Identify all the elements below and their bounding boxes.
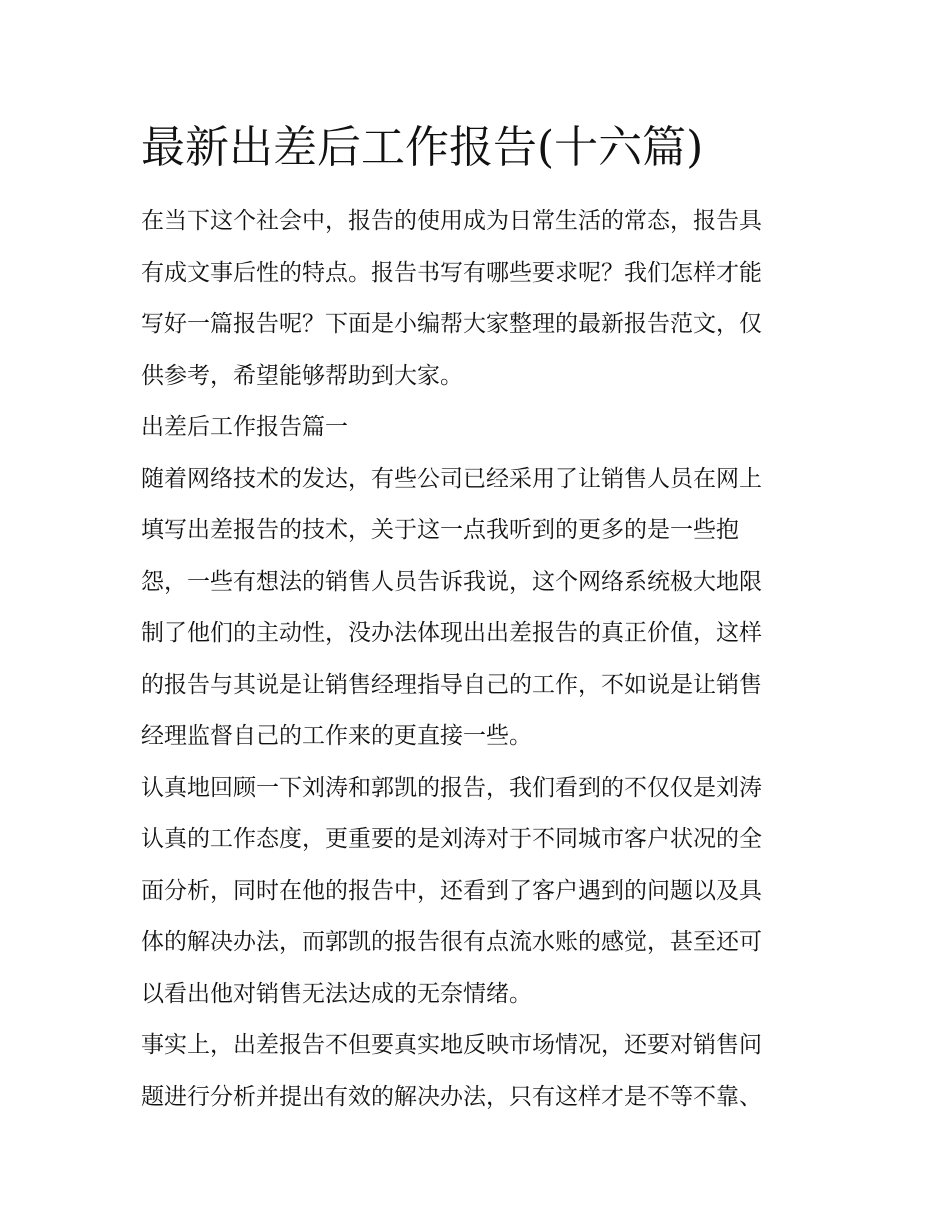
paragraph-line: 怨，一些有想法的销售人员告诉我说，这个网络系统极大地限	[141, 568, 762, 595]
paragraph-line: 的报告与其说是让销售经理指导自己的工作，不如说是让销售	[141, 671, 762, 698]
intro-paragraph	[141, 196, 813, 402]
paragraph-line: 事实上，出差报告不但要真实地反映市场情况，还要对销售问	[141, 1032, 762, 1058]
paragraph-one	[141, 454, 813, 763]
document-content	[141, 112, 813, 1123]
paragraph-line: 以看出他对销售无法达成的无奈情绪。	[141, 980, 532, 1007]
paragraph-line: 填写出差报告的技术，关于这一点我听到的更多的是一些抱	[141, 517, 739, 543]
section-heading: 出差后工作报告篇一	[141, 414, 348, 440]
paragraph-line: 体的解决办法，而郭凯的报告很有点流水账的感觉，甚至还可	[141, 929, 762, 955]
paragraph-three	[141, 1020, 813, 1123]
intro-line: 供参考，希望能够帮助到大家。	[141, 362, 463, 389]
intro-line: 有成文事后性的特点。报告书写有哪些要求呢？我们怎样才能	[141, 259, 762, 286]
paragraph-line: 经理监督自己的工作来的更直接一些。	[141, 723, 532, 749]
paragraph-two	[141, 763, 813, 1021]
intro-line: 在当下这个社会中，报告的使用成为日常生活的常态，报告具	[141, 208, 762, 234]
document-title: 最新出差后工作报告(十六篇)	[141, 122, 704, 173]
paragraph-line: 认真地回顾一下刘涛和郭凯的报告，我们看到的不仅仅是刘涛	[141, 774, 762, 801]
intro-line: 写好一篇报告呢？下面是小编帮大家整理的最新报告范文，仅	[141, 311, 762, 337]
paragraph-line: 制了他们的主动性，没办法体现出出差报告的真正价值，这样	[141, 620, 762, 646]
paragraph-line: 随着网络技术的发达，有些公司已经采用了让销售人员在网上	[141, 465, 762, 492]
paragraph-line: 面分析，同时在他的报告中，还看到了客户遇到的问题以及具	[141, 877, 762, 904]
paragraph-line: 认真的工作态度，更重要的是刘涛对于不同城市客户状况的全	[141, 826, 762, 852]
paragraph-line: 题进行分析并提出有效的解决办法，只有这样才是不等不靠、	[141, 1083, 762, 1110]
